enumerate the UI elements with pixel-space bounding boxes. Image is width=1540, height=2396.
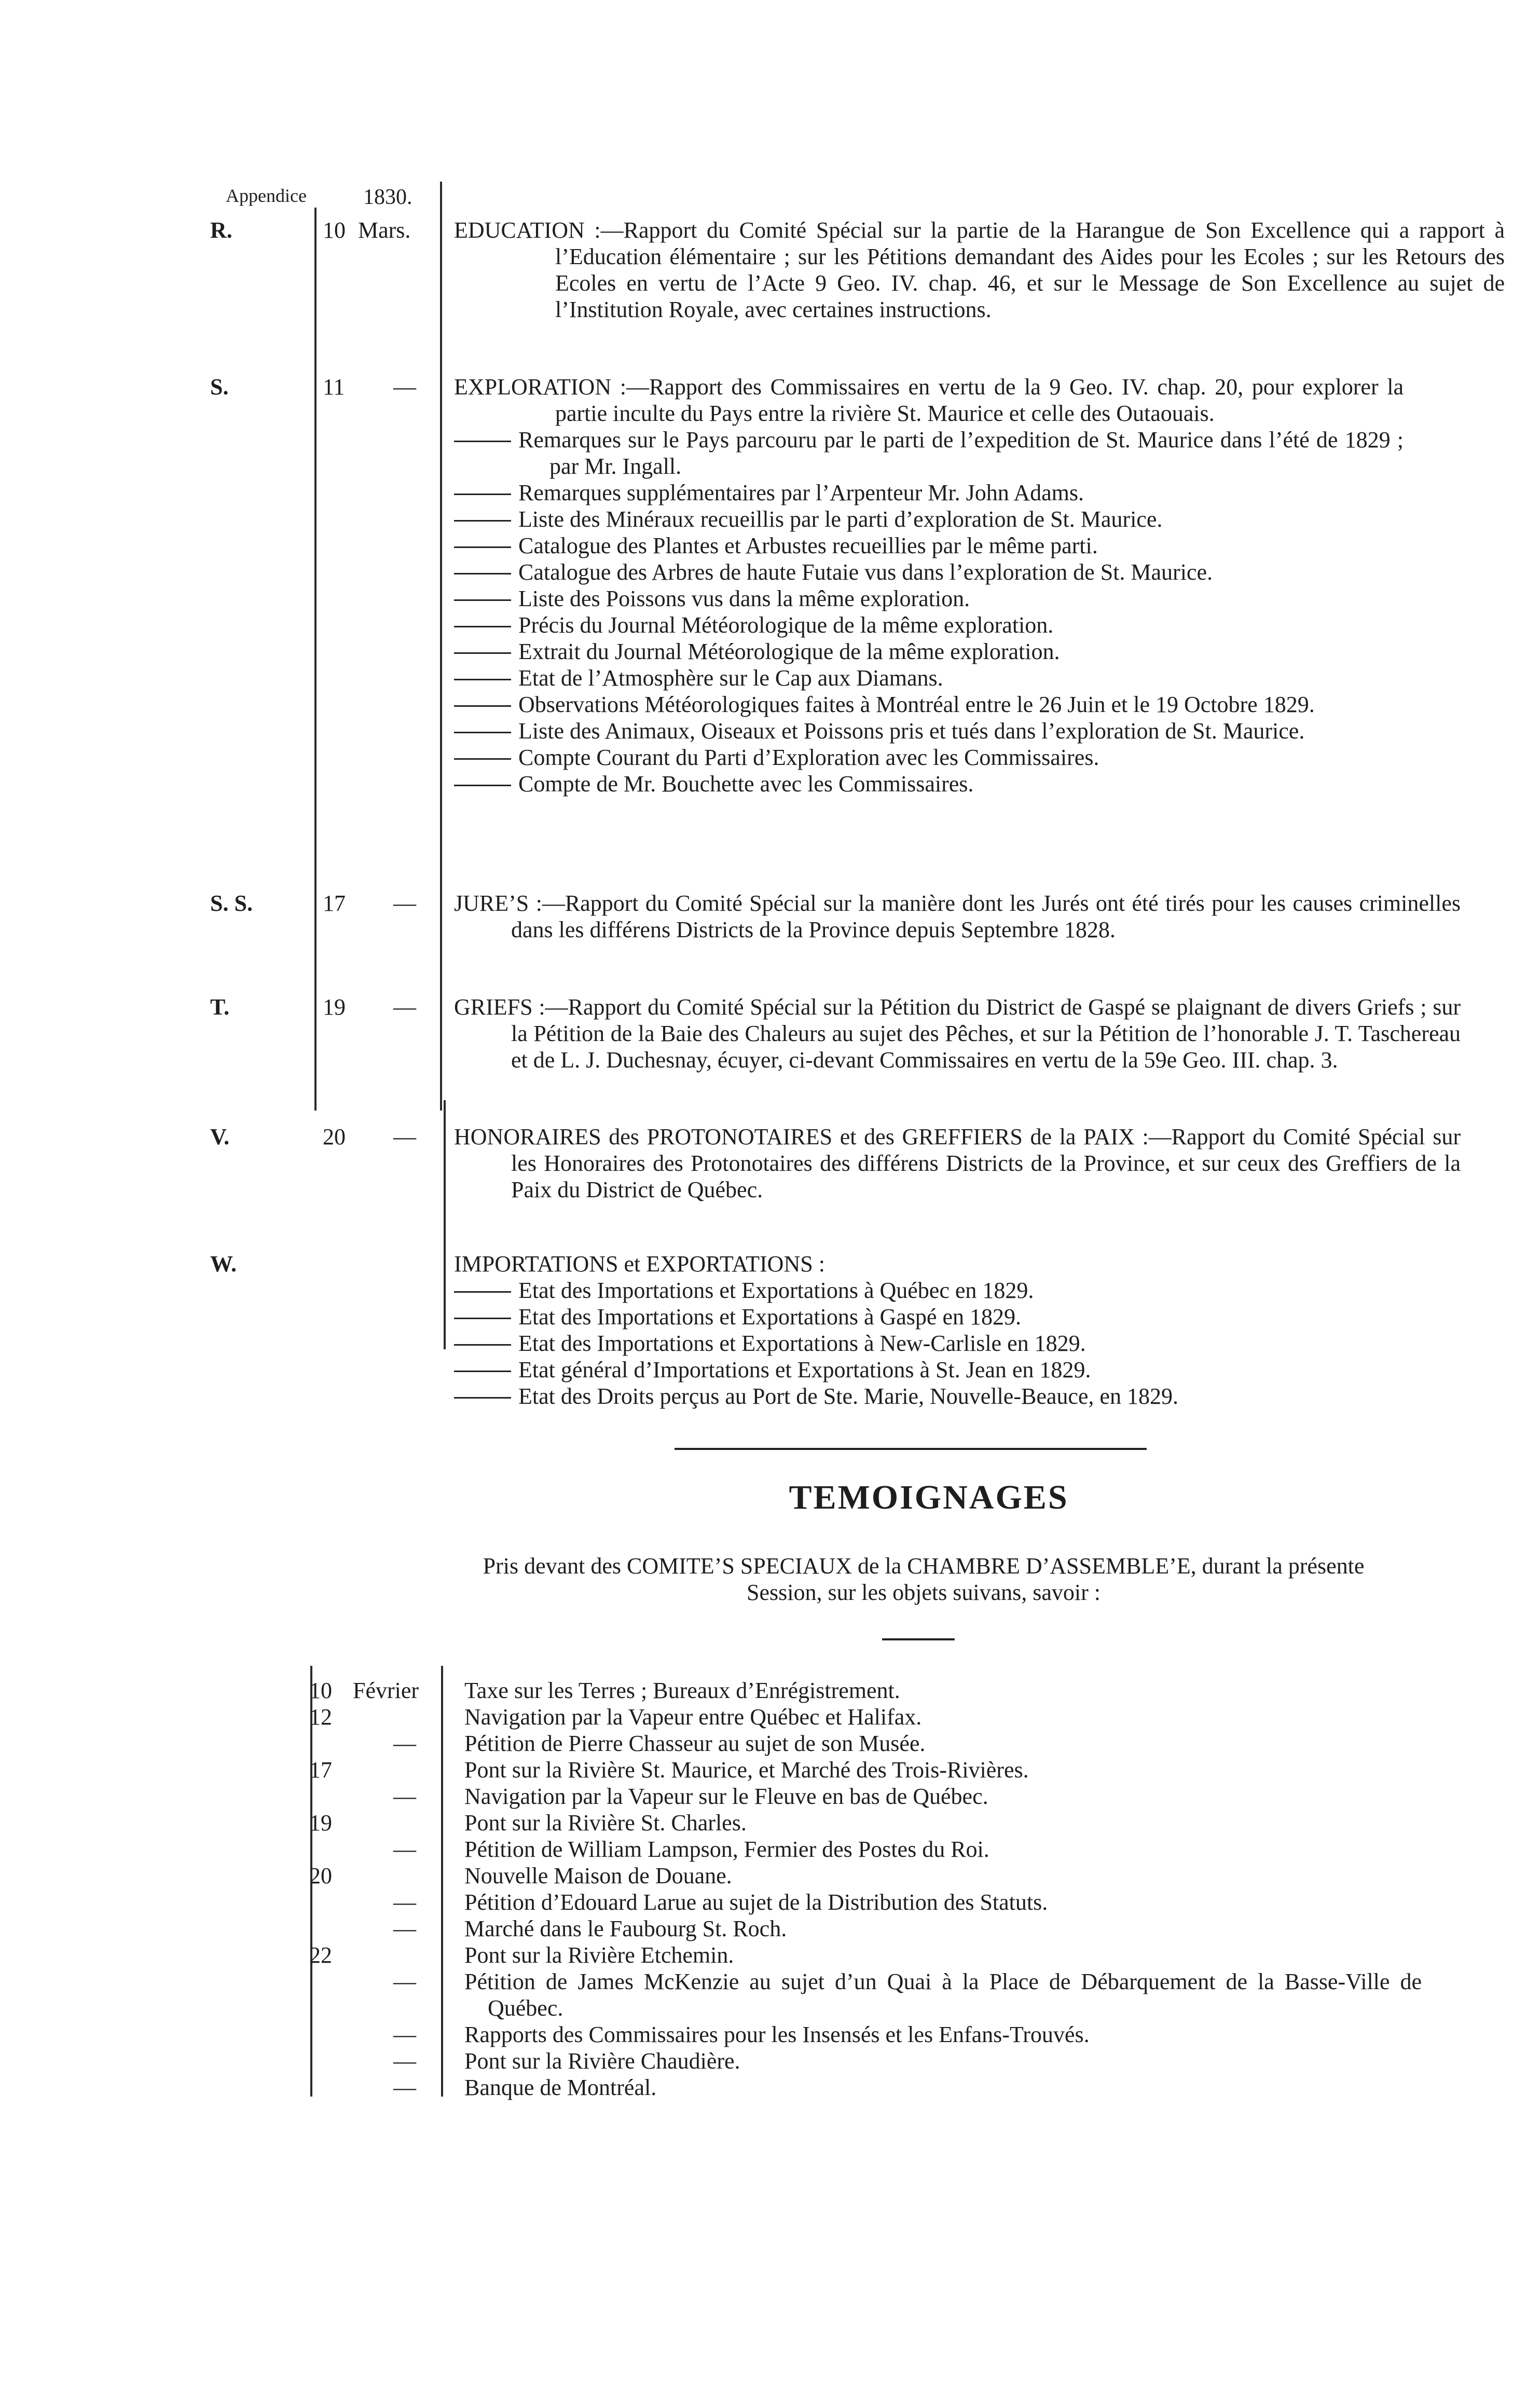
row-month: Février	[353, 1678, 419, 1703]
row-ditto-dash: —	[393, 1890, 416, 1915]
row-day: 22	[309, 1942, 332, 1968]
temoignage-row	[0, 1810, 1540, 1836]
dash-rule	[454, 599, 511, 601]
row-ditto-dash: —	[393, 2022, 416, 2047]
entry-letter: W.	[210, 1251, 237, 1277]
row-ditto-dash: —	[393, 1837, 416, 1862]
entry-letter: R.	[210, 217, 232, 243]
row-text: Rapports des Commissaires pour les Insensés et les Enfans-Trouvés.	[464, 2022, 1090, 2047]
temoignage-row	[0, 1915, 1540, 1942]
entry-block-exploration	[454, 374, 1404, 797]
entry-date-day: 11	[323, 374, 345, 400]
dash-rule	[454, 1344, 511, 1346]
row-text: Nouvelle Maison de Douane.	[464, 1863, 732, 1888]
row-text: Pont sur la Rivière Etchemin.	[464, 1942, 734, 1968]
temoignages-title: TEMOIGNAGES	[789, 1478, 1069, 1516]
temoignage-row	[0, 2048, 1540, 2074]
entry-date-day: 19	[323, 994, 346, 1020]
dash-rule	[454, 705, 511, 707]
entry-heading-honoraires: HONORAIRES des PROTONOTAIRES et des GREFFIERS de la PAIX :—Rapport du Comité Spécial sur les Honoraires des Protonotaires des différens Districts de la Province, et sur ceux des Greffiers de la Paix du District de Québec.	[454, 1124, 1461, 1202]
temoignage-row	[0, 1889, 1540, 1915]
row-text: Banque de Montréal.	[464, 2075, 657, 2100]
temoignage-row	[0, 1836, 1540, 1863]
dash-rule	[454, 1371, 511, 1372]
sub-item: Compte Courant du Parti d’Exploration avec les Commissaires.	[454, 744, 1404, 771]
entry-letter: T.	[210, 994, 230, 1020]
entry-heading-griefs: GRIEFS :—Rapport du Comité Spécial sur la Pétition du District de Gaspé se plaignant de divers Griefs ; sur la Pétition de la Baie des Chaleurs au sujet des Pêches, et sur la Pétition de l’honorable J. T. Taschereau et de L. J. Duchesnay, écuyer, ci-devant Commissaires en vertu de la 59e Geo. III. chap. 3.	[454, 994, 1461, 1073]
short-divider	[882, 1638, 955, 1640]
sub-item: Liste des Minéraux recueillis par le parti d’exploration de St. Maurice.	[454, 506, 1404, 532]
dash-rule	[454, 573, 511, 574]
dash-rule	[454, 1291, 511, 1293]
row-text: Pont sur la Rivière St. Charles.	[464, 1810, 747, 1836]
row-day: 19	[309, 1810, 332, 1836]
dash-rule	[454, 679, 511, 680]
entry-column-rule-lower	[444, 1100, 446, 1349]
entry-heading-importations: IMPORTATIONS et EXPORTATIONS :	[454, 1251, 825, 1277]
entry-letter: S. S.	[210, 891, 253, 916]
entry-letter: S.	[210, 374, 229, 400]
temoignage-row	[0, 2021, 1540, 2048]
entry-heading-education: EDUCATION :—Rapport du Comité Spécial sur la partie de la Harangue de Son Excellence qui a rapport à l’Education élémentaire ; sur les Pétitions demandant des Aides pour les Ecoles ; sur les Retours des Ecoles en vertu de l’Acte 9 Geo. IV. chap. 46, et sur le Message de Son Excellence au sujet de l’Institution Royale, avec certaines instructions.	[454, 217, 1505, 322]
row-text: Taxe sur les Terres ; Bureaux d’Enrégistrement.	[464, 1678, 900, 1703]
entry-column-rule	[440, 182, 442, 1111]
row-ditto-dash: —	[393, 2075, 416, 2100]
sub-item: Etat de l’Atmosphère sur le Cap aux Diamans.	[454, 665, 1404, 691]
entry-date-month: —	[393, 1124, 416, 1149]
temoignage-row	[0, 1704, 1540, 1730]
row-text: Navigation par la Vapeur entre Québec et Halifax.	[464, 1704, 922, 1730]
temoignages-intro: Pris devant des COMITE’S SPECIAUX de la CHAMBRE D’ASSEMBLE’E, durant la présente Session, sur les objets suivans, savoir :	[483, 1553, 1365, 1605]
entry-date-day: 17	[323, 891, 346, 916]
row-ditto-dash: —	[393, 1969, 416, 1994]
row-text: Pétition de William Lampson, Fermier des Postes du Roi.	[464, 1837, 989, 1862]
dash-rule	[454, 785, 511, 786]
entry-date-day: 20	[323, 1124, 346, 1149]
sub-item: Etat des Importations et Exportations à New-Carlisle en 1829.	[454, 1330, 1404, 1357]
row-text: Pétition de James McKenzie au sujet d’un Quai à la Place de Débarquement de la Basse-Ville de Québec.	[464, 1969, 1422, 2021]
row-text: Pont sur la Rivière Chaudière.	[464, 2048, 740, 2074]
dash-rule	[454, 494, 511, 495]
row-ditto-dash: —	[393, 2048, 416, 2074]
entry-date-month: —	[393, 374, 416, 400]
temoignage-row	[0, 1783, 1540, 1810]
row-day: 17	[309, 1757, 332, 1783]
dash-rule	[454, 652, 511, 654]
dash-rule	[454, 546, 511, 548]
section-divider	[675, 1448, 1147, 1450]
row-ditto-dash: —	[393, 1784, 416, 1809]
row-day: 10	[309, 1678, 332, 1703]
temoignage-row	[0, 1863, 1540, 1889]
row-text: Pétition d’Edouard Larue au sujet de la Distribution des Statuts.	[464, 1890, 1048, 1915]
sub-item: Etat des Importations et Exportations à Gaspé en 1829.	[454, 1304, 1404, 1330]
dash-rule	[454, 626, 511, 627]
dash-rule	[454, 441, 511, 442]
appendice-label: Appendice	[226, 185, 307, 206]
row-text: Marché dans le Faubourg St. Roch.	[464, 1916, 787, 1941]
row-ditto-dash: —	[393, 1731, 416, 1756]
sub-item: Etat des Importations et Exportations à Québec en 1829.	[454, 1277, 1404, 1304]
temoignage-row	[0, 1942, 1540, 1968]
sub-item: Observations Météorologiques faites à Montréal entre le 26 Juin et le 19 Octobre 1829.	[454, 691, 1404, 718]
sub-item: Remarques supplémentaires par l’Arpenteur Mr. John Adams.	[454, 480, 1404, 506]
sub-item: Extrait du Journal Météorologique de la même exploration.	[454, 638, 1404, 665]
sub-item: Etat des Droits perçus au Port de Ste. Marie, Nouvelle-Beauce, en 1829.	[454, 1383, 1404, 1409]
temoignage-row	[0, 1730, 1540, 1757]
row-day: 12	[309, 1704, 332, 1730]
sub-item: Etat général d’Importations et Exportations à St. Jean en 1829.	[454, 1357, 1404, 1383]
entry-date-month: Mars.	[358, 217, 411, 243]
sub-item: Catalogue des Plantes et Arbustes recueillies par le même parti.	[454, 532, 1404, 559]
date-column-rule	[314, 208, 317, 1111]
sub-item: Compte de Mr. Bouchette avec les Commissaires.	[454, 771, 1404, 797]
sub-item: Liste des Animaux, Oiseaux et Poissons pris et tués dans l’exploration de St. Maurice.	[454, 718, 1404, 744]
temoignage-row	[0, 1677, 1540, 1704]
year-label: 1830.	[363, 185, 412, 209]
entry-date-day: 10	[323, 217, 346, 243]
entry-block-importations	[454, 1251, 1404, 1409]
sub-item: Remarques sur le Pays parcouru par le parti de l’expedition de St. Maurice dans l’été de 1829 ; par Mr. Ingall.	[454, 427, 1404, 480]
entry-heading-jures: JURE’S :—Rapport du Comité Spécial sur la manière dont les Jurés ont été tirés pour les causes criminelles dans les différens Districts de la Province depuis Septembre 1828.	[454, 891, 1461, 942]
entry-date-month: —	[393, 994, 416, 1020]
temoignage-row	[0, 2074, 1540, 2101]
temoignage-row	[0, 1757, 1540, 1783]
dash-rule	[454, 732, 511, 733]
row-text: Pétition de Pierre Chasseur au sujet de son Musée.	[464, 1731, 926, 1756]
sub-item: Catalogue des Arbres de haute Futaie vus dans l’exploration de St. Maurice.	[454, 559, 1404, 585]
row-day: 20	[309, 1863, 332, 1888]
temoignage-row	[0, 1968, 1540, 2021]
row-text: Navigation par la Vapeur sur le Fleuve en bas de Québec.	[464, 1784, 988, 1809]
entry-heading-exploration: EXPLORATION :—Rapport des Commissaires en vertu de la 9 Geo. IV. chap. 20, pour explorer la partie inculte du Pays entre la rivière St. Maurice et celle des Outaouais.	[454, 374, 1404, 426]
row-ditto-dash: —	[393, 1916, 416, 1941]
dash-rule	[454, 520, 511, 522]
dash-rule	[454, 1318, 511, 1319]
entry-date-month: —	[393, 891, 416, 916]
row-text: Pont sur la Rivière St. Maurice, et Marché des Trois-Rivières.	[464, 1757, 1029, 1783]
dash-rule	[454, 1397, 511, 1399]
entry-letter: V.	[210, 1124, 230, 1149]
sub-item: Précis du Journal Météorologique de la même exploration.	[454, 612, 1404, 638]
sub-item: Liste des Poissons vus dans la même exploration.	[454, 585, 1404, 612]
dash-rule	[454, 758, 511, 760]
